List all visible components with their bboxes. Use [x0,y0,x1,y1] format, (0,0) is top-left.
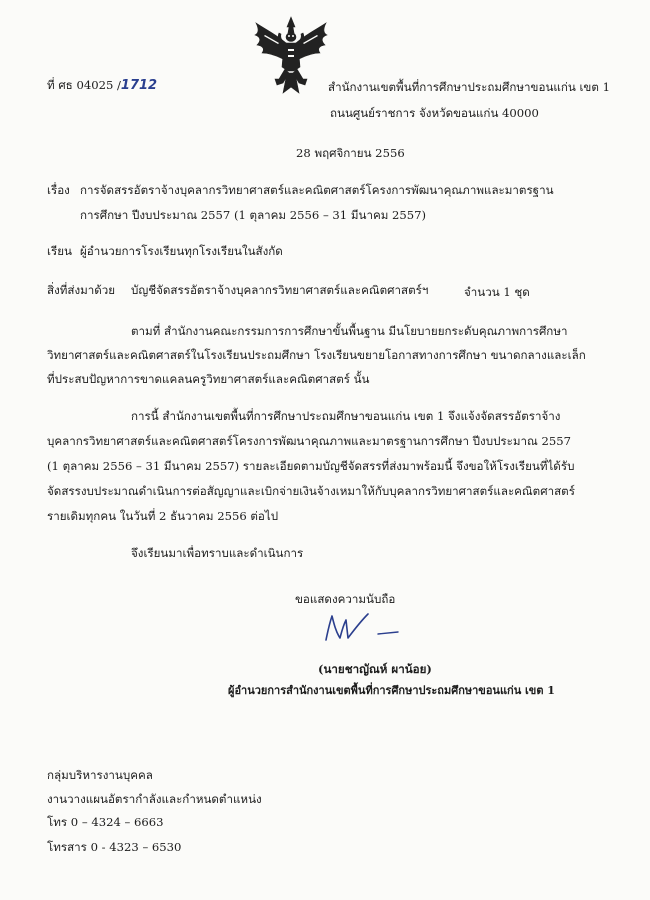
paragraph-1-line-2: วิทยาศาสตร์และคณิตศาสตร์ในโรงเรียนประถมศึกษา โรงเรียนขยายโอกาสทางการศึกษา ขนาดกลางและเล็ก [47,348,586,362]
subject-label: เรื่อง [47,183,70,197]
handwritten-signature-icon [318,610,408,644]
regards: ขอแสดงความนับถือ [295,592,396,606]
footer-fax: โทรสาร 0 - 4323 – 6530 [47,840,182,854]
paragraph-1-line-1: ตามที่ สำนักงานคณะกรรมการการศึกษาขั้นพื้นฐาน มีนโยบายยกระดับคุณภาพการศึกษา [131,324,568,338]
paragraph-2-line-4: จัดสรรงบประมาณดำเนินการต่อสัญญาและเบิกจ่ายเงินจ้างเหมาให้กับบุคลากรวิทยาศาสตร์และคณิตศาสตร์ [47,484,575,498]
reference-handwritten-number: 1712 [120,78,158,93]
paragraph-2-line-5: รายเดิมทุกคน ในวันที่ 2 ธันวาคม 2556 ต่อไป [47,509,279,523]
office-address: ถนนศูนย์ราชการ จังหวัดขอนแก่น 40000 [330,106,539,120]
paragraph-2-line-2: บุคลากรวิทยาศาสตร์และคณิตศาสตร์โครงการพัฒนาคุณภาพและมาตรฐานการศึกษา ปีงบประมาณ 2557 [47,434,571,448]
paragraph-2-line-1: การนี้ สำนักงานเขตพื้นที่การศึกษาประถมศึกษาขอนแก่น เขต 1 จึงแจ้งจัดสรรอัตราจ้าง [131,409,561,423]
paragraph-2-line-3: (1 ตุลาคม 2556 – 31 มีนาคม 2557) รายละเอียดตามบัญชีจัดสรรที่ส่งมาพร้อมนี้ จึงขอให้โรงเรียนที่ได้รับ [47,459,575,473]
closing-line: จึงเรียนมาเพื่อทราบและดำเนินการ [131,546,304,560]
signatory-name: (นายชาญัณห์ ผาน้อย) [318,662,432,676]
paragraph-1-line-3: ที่ประสบปัญหาการขาดแคลนครูวิทยาศาสตร์และคณิตศาสตร์ นั้น [47,372,370,386]
subject-line-2: การศึกษา ปีงบประมาณ 2557 (1 ตุลาคม 2556 – 31 มีนาคม 2557) [80,208,427,222]
subject-line-1: การจัดสรรอัตราจ้างบุคลากรวิทยาศาสตร์และคณิตศาสตร์โครงการพัฒนาคุณภาพและมาตรฐาน [80,183,554,197]
to-label: เรียน [47,244,72,258]
office-name: สำนักงานเขตพื้นที่การศึกษาประถมศึกษาขอนแก่น เขต 1 [328,80,610,94]
footer-phone: โทร 0 – 4324 – 6663 [47,815,164,829]
enclosure-text: บัญชีจัดสรรอัตราจ้างบุคลากรวิทยาศาสตร์และคณิตศาสตร์ฯ [131,283,429,297]
enclosure-label: สิ่งที่ส่งมาด้วย [47,283,116,297]
signatory-position: ผู้อำนวยการสำนักงานเขตพื้นที่การศึกษาประถมศึกษาขอนแก่น เขต 1 [228,684,555,697]
enclosure-quantity: จำนวน 1 ชุด [464,285,530,299]
footer-section: งานวางแผนอัตรากำลังและกำหนดตำแหน่ง [47,792,262,806]
footer-department: กลุ่มบริหารงานบุคคล [47,768,153,782]
reference-label: ที่ ศธ 04025 / [47,78,121,92]
garuda-emblem-icon [253,15,329,95]
letter-date: 28 พฤศจิกายน 2556 [296,146,405,160]
reference-number [47,78,157,93]
to-recipient: ผู้อำนวยการโรงเรียนทุกโรงเรียนในสังกัด [80,244,283,258]
